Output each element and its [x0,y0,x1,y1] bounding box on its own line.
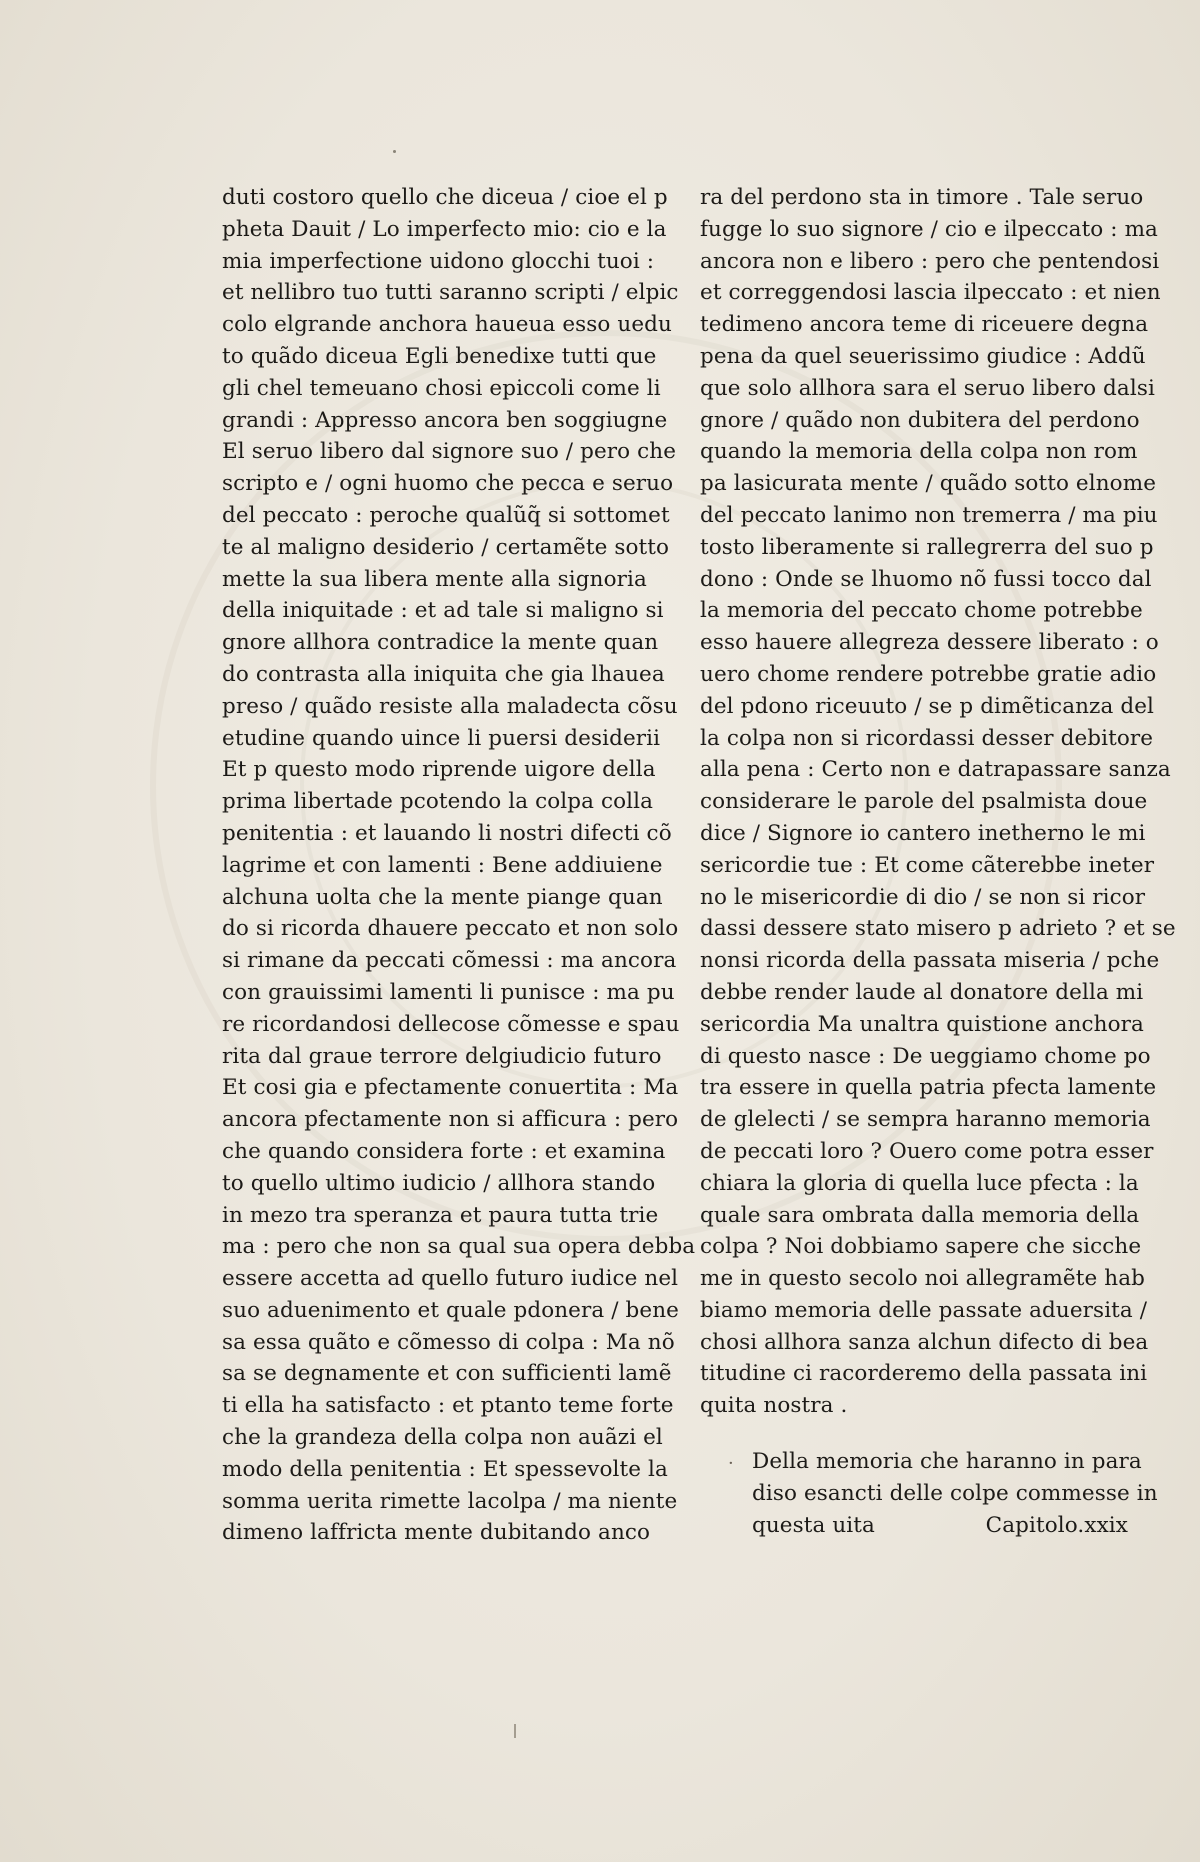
text-line: dassi dessere stato misero p adrieto ? et se [700,916,1176,942]
text-line: El seruo libero dal signore suo / pero che [222,439,677,465]
text-line: debbe render laude al donatore della mi [700,979,1144,1005]
text-line: et nellibro tuo tutti saranno scripti / elpic [222,280,679,306]
text-line: te al maligno desiderio / certamẽte sotto [222,534,670,560]
text-line: tosto liberamente si rallegrerra del suo p [700,534,1154,560]
text-line: to quello ultimo iudicio / allhora stando [222,1170,656,1196]
text-line: preso / quãdo resiste alla maladecta cõsu [222,693,678,719]
chapter-number: Capitolo.xxix [985,1512,1128,1538]
text-line: ancora pfectamente non si afficura : pero [222,1107,679,1133]
text-line: to quãdo diceua Egli benedixe tutti que [222,343,657,369]
text-line: Et p questo modo riprende uigore della [222,757,656,783]
text-line: esso hauere allegreza dessere liberato : o [700,630,1159,656]
text-line: ra del perdono sta in timore . Tale seruo [700,185,1144,210]
text-line: in mezo tra speranza et paura tutta trie [222,1202,659,1228]
text-line: rita dal graue terrore delgiudicio futuro [222,1043,662,1069]
text-line: quando la memoria della colpa non rom [700,439,1138,465]
text-line: do si ricorda dhauere peccato et non solo [222,916,679,942]
text-line: con grauissimi lamenti li punisce : ma pu [222,979,675,1005]
text-line: uero chome rendere potrebbe gratie adio [700,661,1157,687]
text-line: si rimane da peccati cõmessi : ma ancora [222,948,677,974]
text-line: mette la sua libera mente alla signoria [222,566,647,592]
text-line: tedimeno ancora teme di riceuere degna [700,312,1149,338]
text-line: do contrasta alla iniquita che gia lhauea [222,661,665,687]
text-line: la memoria del peccato chome potrebbe [700,598,1143,624]
text-line: modo della penitentia : Et spessevolte la [222,1456,668,1482]
text-line: mia imperfectione uidono glocchi tuoi : [222,248,655,274]
chapter-heading-line [700,1446,1140,1478]
text-line: me in questo secolo noi allegramẽte hab [700,1266,1145,1292]
text-line: re ricordandosi dellecose cõmesse e spau [222,1011,680,1037]
text-line: chiara la gloria di quella luce pfecta : la [700,1170,1139,1196]
paragraph-mark-icon: · [728,1453,734,1475]
chapter-heading-text-2: diso esancti delle colpe commesse in [752,1480,1158,1506]
text-line: chosi allhora sanza alchun difecto di bea [700,1329,1149,1355]
text-line: lagrime et con lamenti : Bene addiuiene [222,852,663,878]
text-line: alla pena : Certo non e datrapassare sanza [700,757,1171,783]
text-line: della iniquitade : et ad tale si maligno si [222,598,664,624]
text-line: gli chel temeuano chosi epiccoli come li [222,375,661,401]
text-line: quale sara ombrata dalla memoria della [700,1202,1140,1228]
text-line: gnore allhora contradice la mente quan [222,630,659,656]
text-line: penitentia : et lauando li nostri difecti cõ [222,820,672,846]
text-line: que solo allhora sara el seruo libero dalsi [700,375,1155,401]
text-line: del peccato : peroche qualũq̃ si sottomet [222,502,670,528]
text-line: et correggendosi lascia ilpeccato : et nien [700,280,1161,306]
text-line: pena da quel seuerissimo giudice : Addũ [700,343,1146,369]
text-line: prima libertade pcotendo la colpa colla [222,789,654,815]
text-line: de peccati loro ? Ouero come potra esser [700,1138,1154,1164]
text-line: de glelecti / se sempra haranno memoria [700,1107,1151,1133]
text-line: dimeno laffricta mente dubitando anco [222,1520,651,1546]
text-line: dono : Onde se lhuomo nõ fussi tocco dal [700,566,1152,592]
text-line: considerare le parole del psalmista doue [700,789,1148,815]
text-line: sericordie tue : Et come cãterebbe ineter [700,852,1155,878]
text-line: Et cosi gia e pfectamente conuertita : Ma [222,1075,679,1101]
text-line: colpa ? Noi dobbiamo sapere che sicche [700,1234,1142,1260]
text-line: ma : pero che non sa qual sua opera debba [222,1234,696,1260]
text-line: scripto e / ogni huomo che pecca e seruo [222,471,674,497]
chapter-heading-text-3: questa uita [752,1512,875,1538]
left-text-column [222,182,696,1549]
text-line: titudine ci racorderemo della passata ini [700,1361,1148,1387]
text-line: somma uerita rimette lacolpa / ma niente [222,1488,678,1514]
text-line: biamo memoria delle passate aduersita / [700,1297,1148,1323]
text-line: suo aduenimento et quale pdonera / bene [222,1297,679,1323]
chapter-heading [700,1446,1158,1541]
text-line: dice / Signore io cantero inetherno le mi [700,820,1146,846]
text-line: sericordia Ma unaltra quistione anchora [700,1011,1144,1037]
text-line: ti ella ha satisfacto : et ptanto teme forte [222,1393,674,1419]
text-line: etudine quando uince li puersi desiderii [222,725,661,751]
text-line: del peccato lanimo non tremerra / ma piu [700,502,1158,528]
text-line: che la grandeza della colpa non auãzi el [222,1425,663,1451]
text-line: sa se degnamente et con sufficienti lamẽ [222,1361,672,1387]
text-line: gnore / quãdo non dubitera del perdono [700,407,1140,433]
paper-mark [514,1724,516,1738]
text-line: essere accetta ad quello futuro iudice nel [222,1266,679,1292]
text-line: ancora non e libero : pero che pentendosi [700,248,1160,274]
text-line: di questo nasce : De ueggiamo chome po [700,1043,1151,1069]
text-line: duti costoro quello che diceua / cioe el p [222,185,668,210]
text-line: che quando considera forte : et examina [222,1138,666,1164]
text-line: nonsi ricorda della passata miseria / pche [700,948,1160,974]
right-column-lines [700,182,1176,1422]
text-line: del pdono riceuuto / se p dimẽticanza del [700,693,1155,719]
text-line: sa essa quãto e cõmesso di colpa : Ma nõ [222,1329,675,1355]
paper-speck [393,150,396,153]
text-line: alchuna uolta che la mente piange quan [222,884,663,910]
chapter-heading-line [700,1510,1140,1542]
right-text-column [700,182,1176,1541]
text-line: la colpa non si ricordassi desser debitore [700,725,1154,751]
text-line: no le misericordie di dio / se non si ricor [700,884,1146,910]
text-line: tra essere in quella patria pfecta lamente [700,1075,1157,1101]
text-line: pheta Dauit / Lo imperfecto mio: cio e la [222,216,667,242]
chapter-heading-line [700,1478,1158,1510]
text-line: fugge lo suo signore / cio e ilpeccato : ma [700,216,1158,242]
text-line: quita nostra . [700,1393,848,1419]
text-line: grandi : Appresso ancora ben soggiugne [222,407,668,433]
text-line: pa lasicurata mente / quãdo sotto elnome [700,471,1157,497]
chapter-heading-text-1: Della memoria che haranno in para [752,1449,1142,1475]
text-line: colo elgrande anchora haueua esso uedu [222,312,672,338]
